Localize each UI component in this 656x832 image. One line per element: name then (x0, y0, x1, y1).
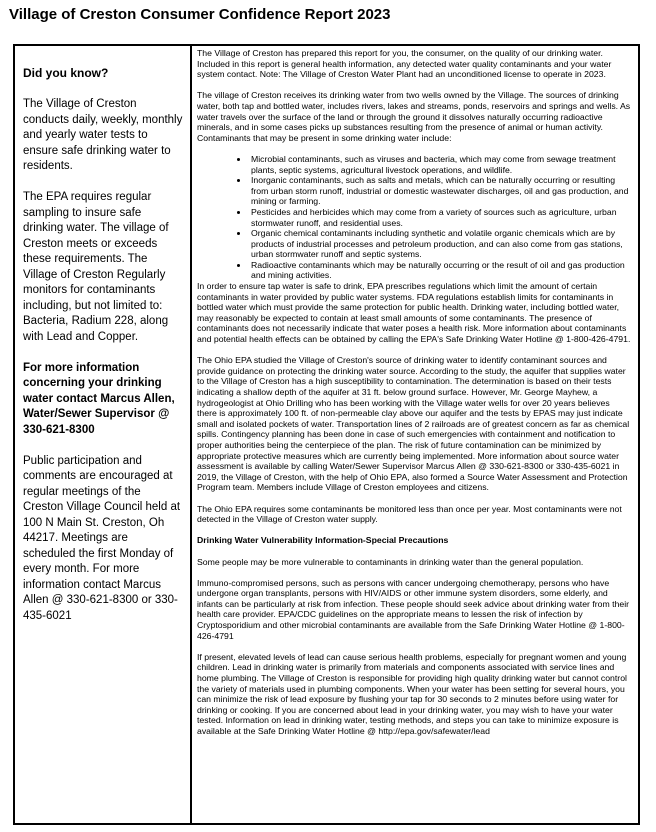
sidebar-paragraph-public-participation: Public participation and comments are encouraged at regular meetings of the Creston Village Council held at 100 N Main St. Creston, Oh 44217. Meetings are scheduled the first Monday of every month. For more information contact Marcus Allen @ 330-621-8300 or 330-435-6021 (23, 454, 181, 622)
sidebar-paragraph-epa-sampling: The EPA requires regular sampling to insure safe drinking water. The village of Creston meets or exceeds these requirements. The Village of Creston Regularly monitors for contaminants including, but not limited to: Bacteria, Radium 228, along with Lead and Copper. (23, 191, 169, 343)
paragraph-ohio-epa-study: The Ohio EPA studied the Village of Creston's source of drinking water to identify contaminant sources and provide guidance on protecting the drinking water source. According to the study, the aquifer that supplies water to the Village of Creston has a high susceptibility to contamination. The determination is based on their tests indicating a shallow depth of the aquifer at 31 ft. below ground surface. However, Mr. George Mayhew, a hydrogeologist at Ohio Drilling who has been working with the Village water wells for over 20 years believes there is approximately 100 ft. of non-permeable clay above our aquifer and the tests by EPAS may just indicate small and isolated pockets of water. Transportation lines of 2 railroads are of greatest concern as far as chemical spills. Contingency planning has been done in case of such emergencies with containment and notification to proper authorities being the centerpiece of the plan. The risk of future contamination can be minimized by appropriate protective measures which are currently being implemented. More information about source water assessment is available by calling Water/Sewer Supervisor Marcus Allen @ 330-621-8300 or 330-435-6021 in 2019, the Village of Creston, with the help of Ohio EPA, also formed a Source Water Assessment and Protection Program team. Members include Village of Creston employees and citizens. (197, 355, 630, 493)
report-body-table (13, 44, 640, 825)
sidebar-paragraph-water-tests: The Village of Creston conducts daily, weekly, monthly and yearly water tests to ensure safe drinking water to residents. (23, 98, 183, 172)
paragraph-lead-information: If present, elevated levels of lead can cause serious health problems, especially for pregnant women and young children. Lead in drinking water is primarily from materials and components associated with service lines and home plumbing. The Village of Creston is responsible for providing high quality drinking water but cannot control the variety of materials used in plumbing components. When your water has been setting for several hours, you can minimize the risk of lead exposure by flushing your tap for 30 seconds to 2 minutes before using water for drinking or cooking. If you are concerned about lead in your drinking water, you may wish to have your water tested. Information on lead in drinking water, testing methods, and steps you can take to minimize exposure is available at the Safe Drinking Water Hotline @ http://epa.gov/safewater/lead (197, 651, 627, 736)
did-you-know-sidebar (15, 46, 192, 823)
bullet-radioactive-contaminants: • Radioactive contaminants which may be naturally occurring or the result of oil and gas production and mining activities. (249, 260, 631, 281)
paragraph-monitoring-frequency: The Ohio EPA requires some contaminants be monitored less than once per year. Most contaminants were not detected in the Village of Creston water supply. (197, 503, 622, 525)
report-title: Village of Creston Consumer Confidence Report 2023 (9, 6, 391, 23)
report-main-content (192, 46, 638, 823)
bullet-pesticides-herbicides: • Pesticides and herbicides which may come from a variety of sources such as agriculture, urban stormwater runoff, and residential uses. (249, 207, 631, 228)
sidebar-heading: Did you know? (23, 66, 109, 80)
contaminant-types-list (197, 154, 631, 281)
paragraph-water-sources: The village of Creston receives its drinking water from two wells owned by the Village. The sources of drinking water, both tap and bottled water, includes rivers, lakes and streams, ponds, reservoirs and springs and wells. As water travels over the surface of the land or through the ground it dissolves naturally occurring radioactive minerals, and in some cases picks up substances resulting from the presence of animal or human activity. Contaminants that may be present in some drinking water include: (197, 90, 631, 143)
section-heading-special-precautions: Drinking Water Vulnerability Information-Special Precautions (197, 535, 449, 546)
bullet-microbial-contaminants: • Microbial contaminants, such as viruses and bacteria, which may come from sewage treatment plants, septic systems, agricultural livestock operations, and wildlife. (249, 154, 631, 175)
paragraph-report-intro: The Village of Creston has prepared this report for you, the consumer, on the quality of our drinking water. Included in this report is general health information, any detected water quality contaminants and your water system contact. Note: The Village of Creston Water Plant had an unconditioned license to operate in 2023. (197, 48, 612, 80)
paragraph-immuno-compromised: Immuno-compromised persons, such as persons with cancer undergoing chemotherapy, persons who have undergone organ transplants, persons with HIV/AIDS or other immune system disorders, some elderly, and infants can be particularly at risk from infection. These people should seek advice about drinking water from their health care provider. EPA/CDC guidelines on the appropriate means to lessen the risk of infection by Cryptosporidium and other microbial contaminants are available from the Safe Drinking Water Hotline @ 1-800-426-4791 (197, 577, 630, 641)
sidebar-paragraph-contact-info: For more information concerning your drinking water contact Marcus Allen, Water/Sewer Supervisor @ 330-621-8300 (23, 361, 175, 436)
bullet-inorganic-contaminants: • Inorganic contaminants, such as salts and metals, which can be naturally occurring or resulting from urban storm runoff, industrial or domestic wastewater discharges, oil and gas production, and mining or farming. (249, 175, 631, 207)
bullet-organic-chemicals: • Organic chemical contaminants including synthetic and volatile organic chemicals which are by products of industrial processes and petroleum production, and can also come from gas stations, urban stormwater runoff and septic systems. (249, 228, 631, 260)
paragraph-vulnerable-population: Some people may be more vulnerable to contaminants in drinking water than the general population. (197, 556, 584, 567)
paragraph-epa-regulations: In order to ensure tap water is safe to drink, EPA prescribes regulations which limit the amount of certain contaminants in water provided by public water systems. FDA regulations establish limits for contaminants in bottled water which must provide the same protection for public health. Drinking water, including bottled water, may reasonably be expected to contain at least small amounts of some contaminants. The presence of contaminants does not necessarily indicate that water poses a health risk. More information about contaminants and potential health effects can be obtained by calling the EPA's Safe Drinking Water Hotline @ 1-800-426-4791. (197, 281, 631, 345)
